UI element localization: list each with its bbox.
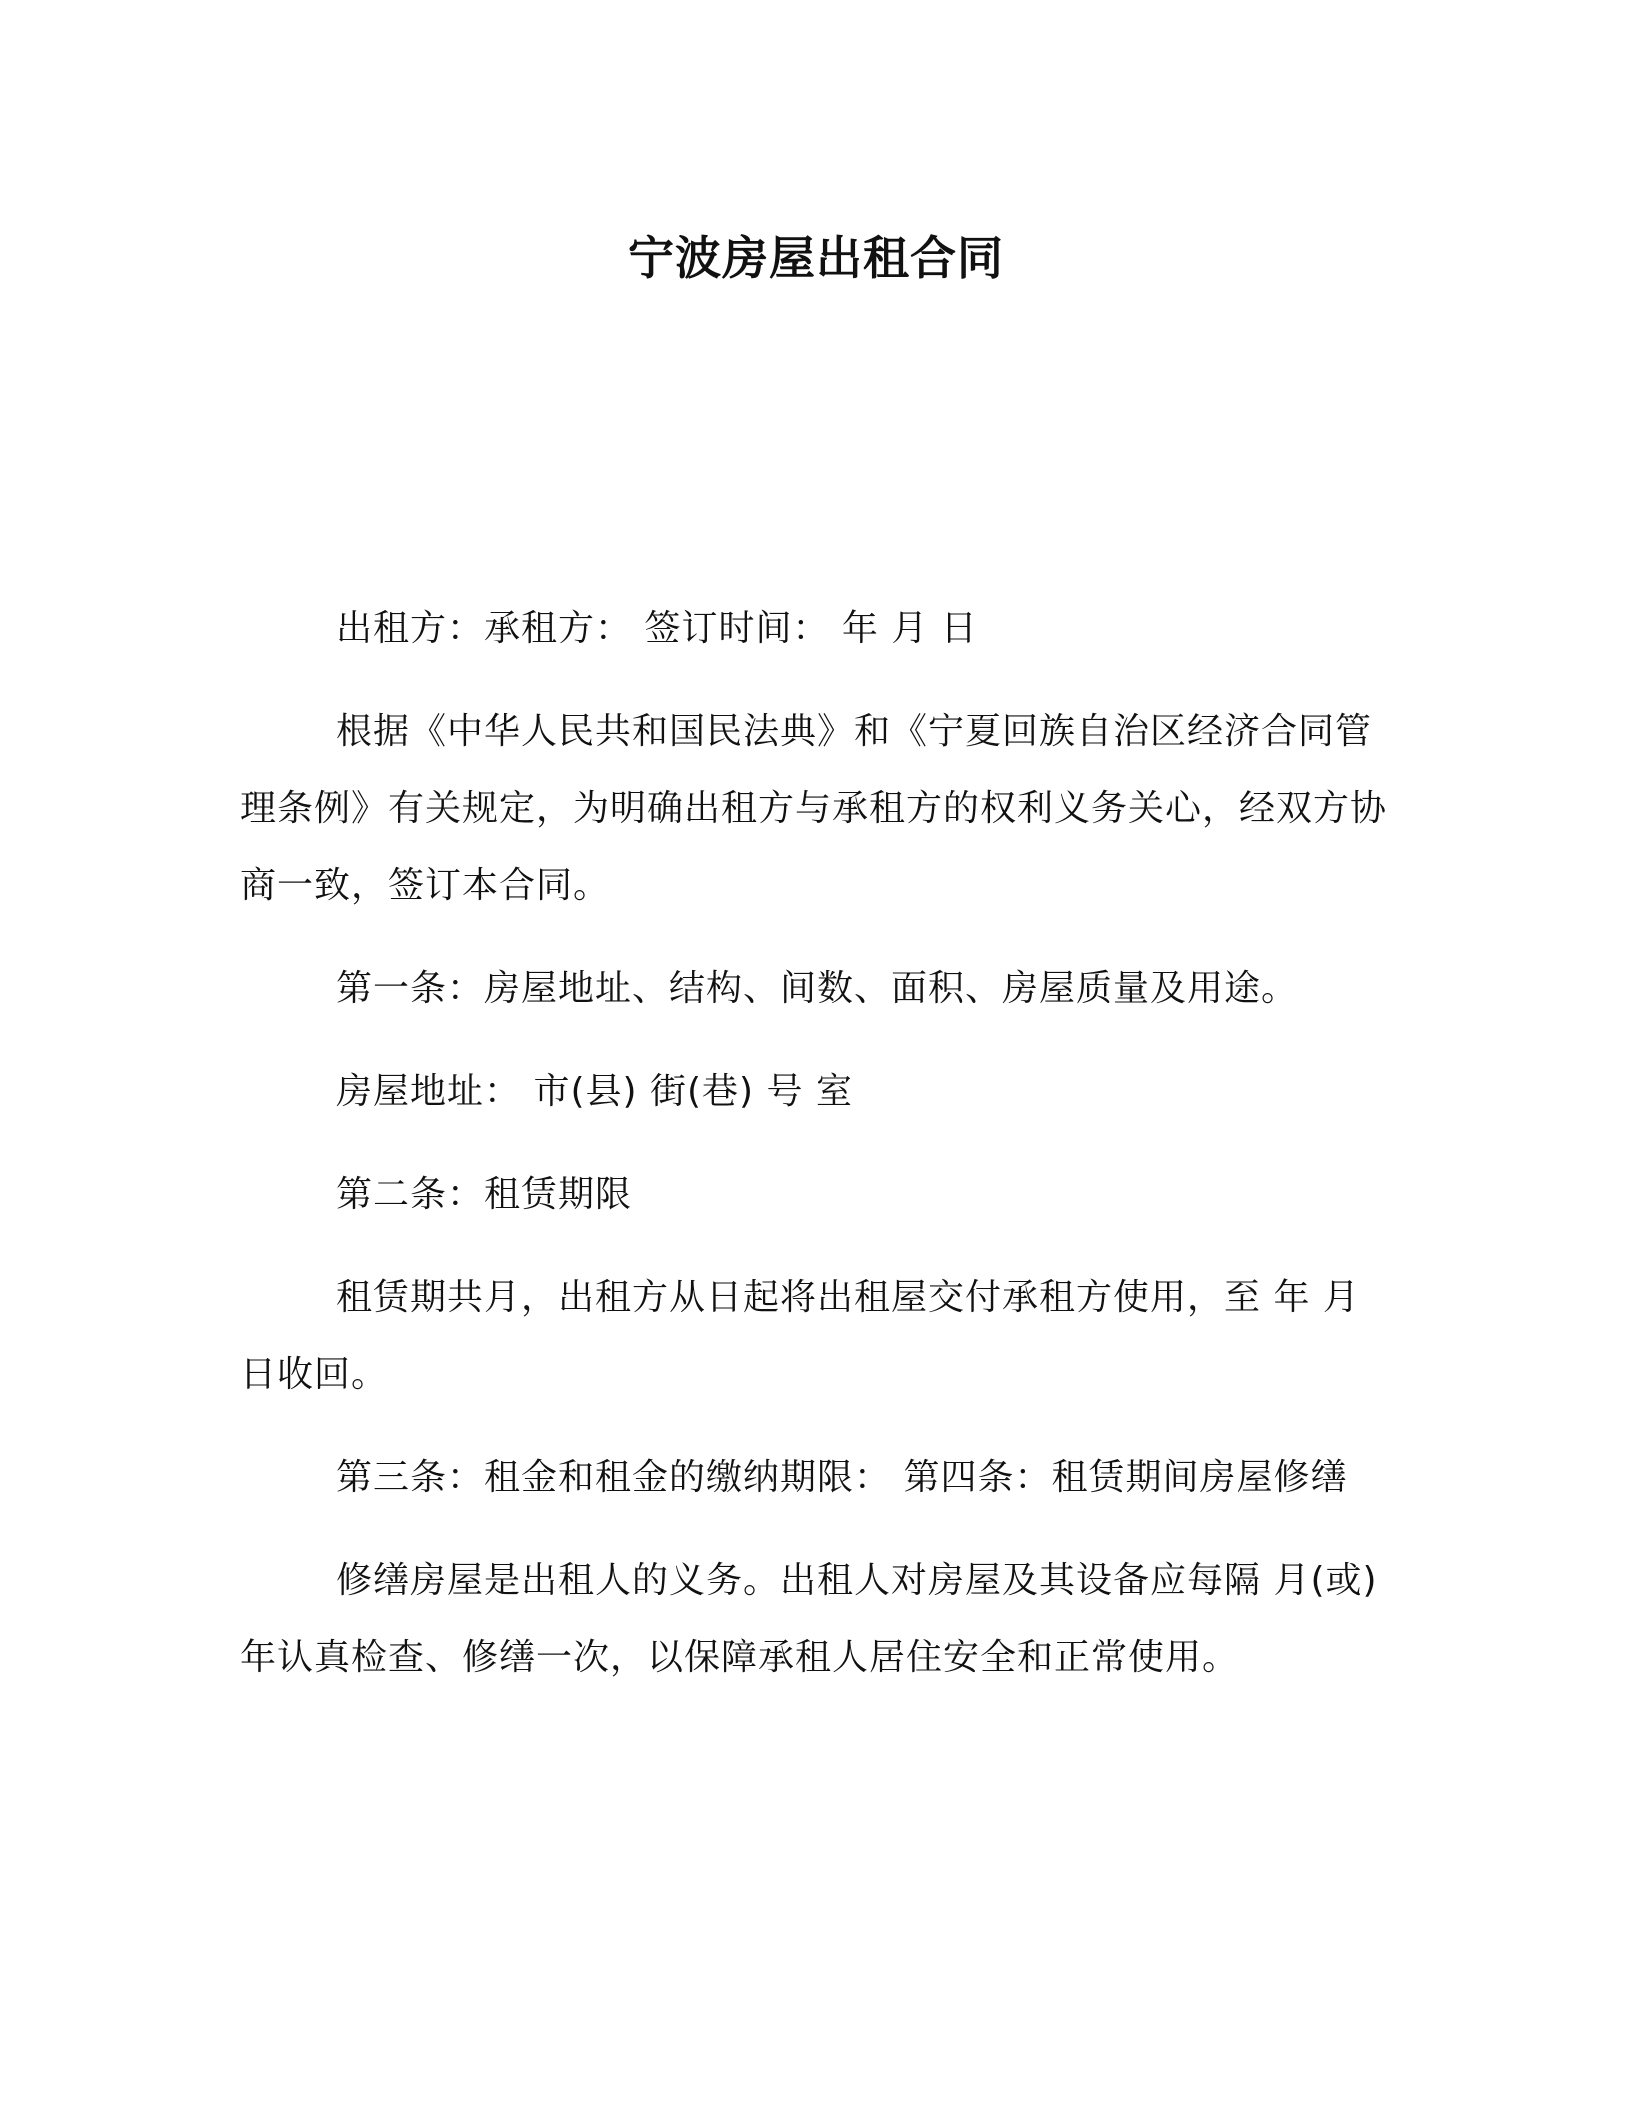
article-two-heading: 第二条：租赁期限 [336,1174,633,1215]
article-three-four-heading: 第三条：租金和租金的缴纳期限： 第四条：租赁期间房屋修缮 [336,1457,1348,1498]
document-body [240,590,1390,1722]
document-title: 宁波房屋出租合同 [628,231,1004,285]
repair-paragraph: 修缮房屋是出租人的义务。出租人对房屋及其设备应每隔 月(或)年认真检查、修缮一次，以保障承租人居住安全和正常使用。 [240,1560,1378,1678]
house-address-line: 房屋地址： 市(县) 街(巷) 号 室 [336,1071,853,1112]
preamble-paragraph: 根据《中华人民共和国民法典》和《宁夏回族自治区经济合同管理条例》有关规定，为明确出租方与承租方的权利义务关心，经双方协商一致，签订本合同。 [240,711,1388,906]
parties-line: 出租方：承租方： 签订时间： 年 月 日 [336,608,978,649]
lease-term-paragraph: 租赁期共月，出租方从日起将出租屋交付承租方使用，至 年 月日收回。 [240,1277,1360,1395]
article-one-heading: 第一条：房屋地址、结构、间数、面积、房屋质量及用途。 [336,968,1299,1009]
